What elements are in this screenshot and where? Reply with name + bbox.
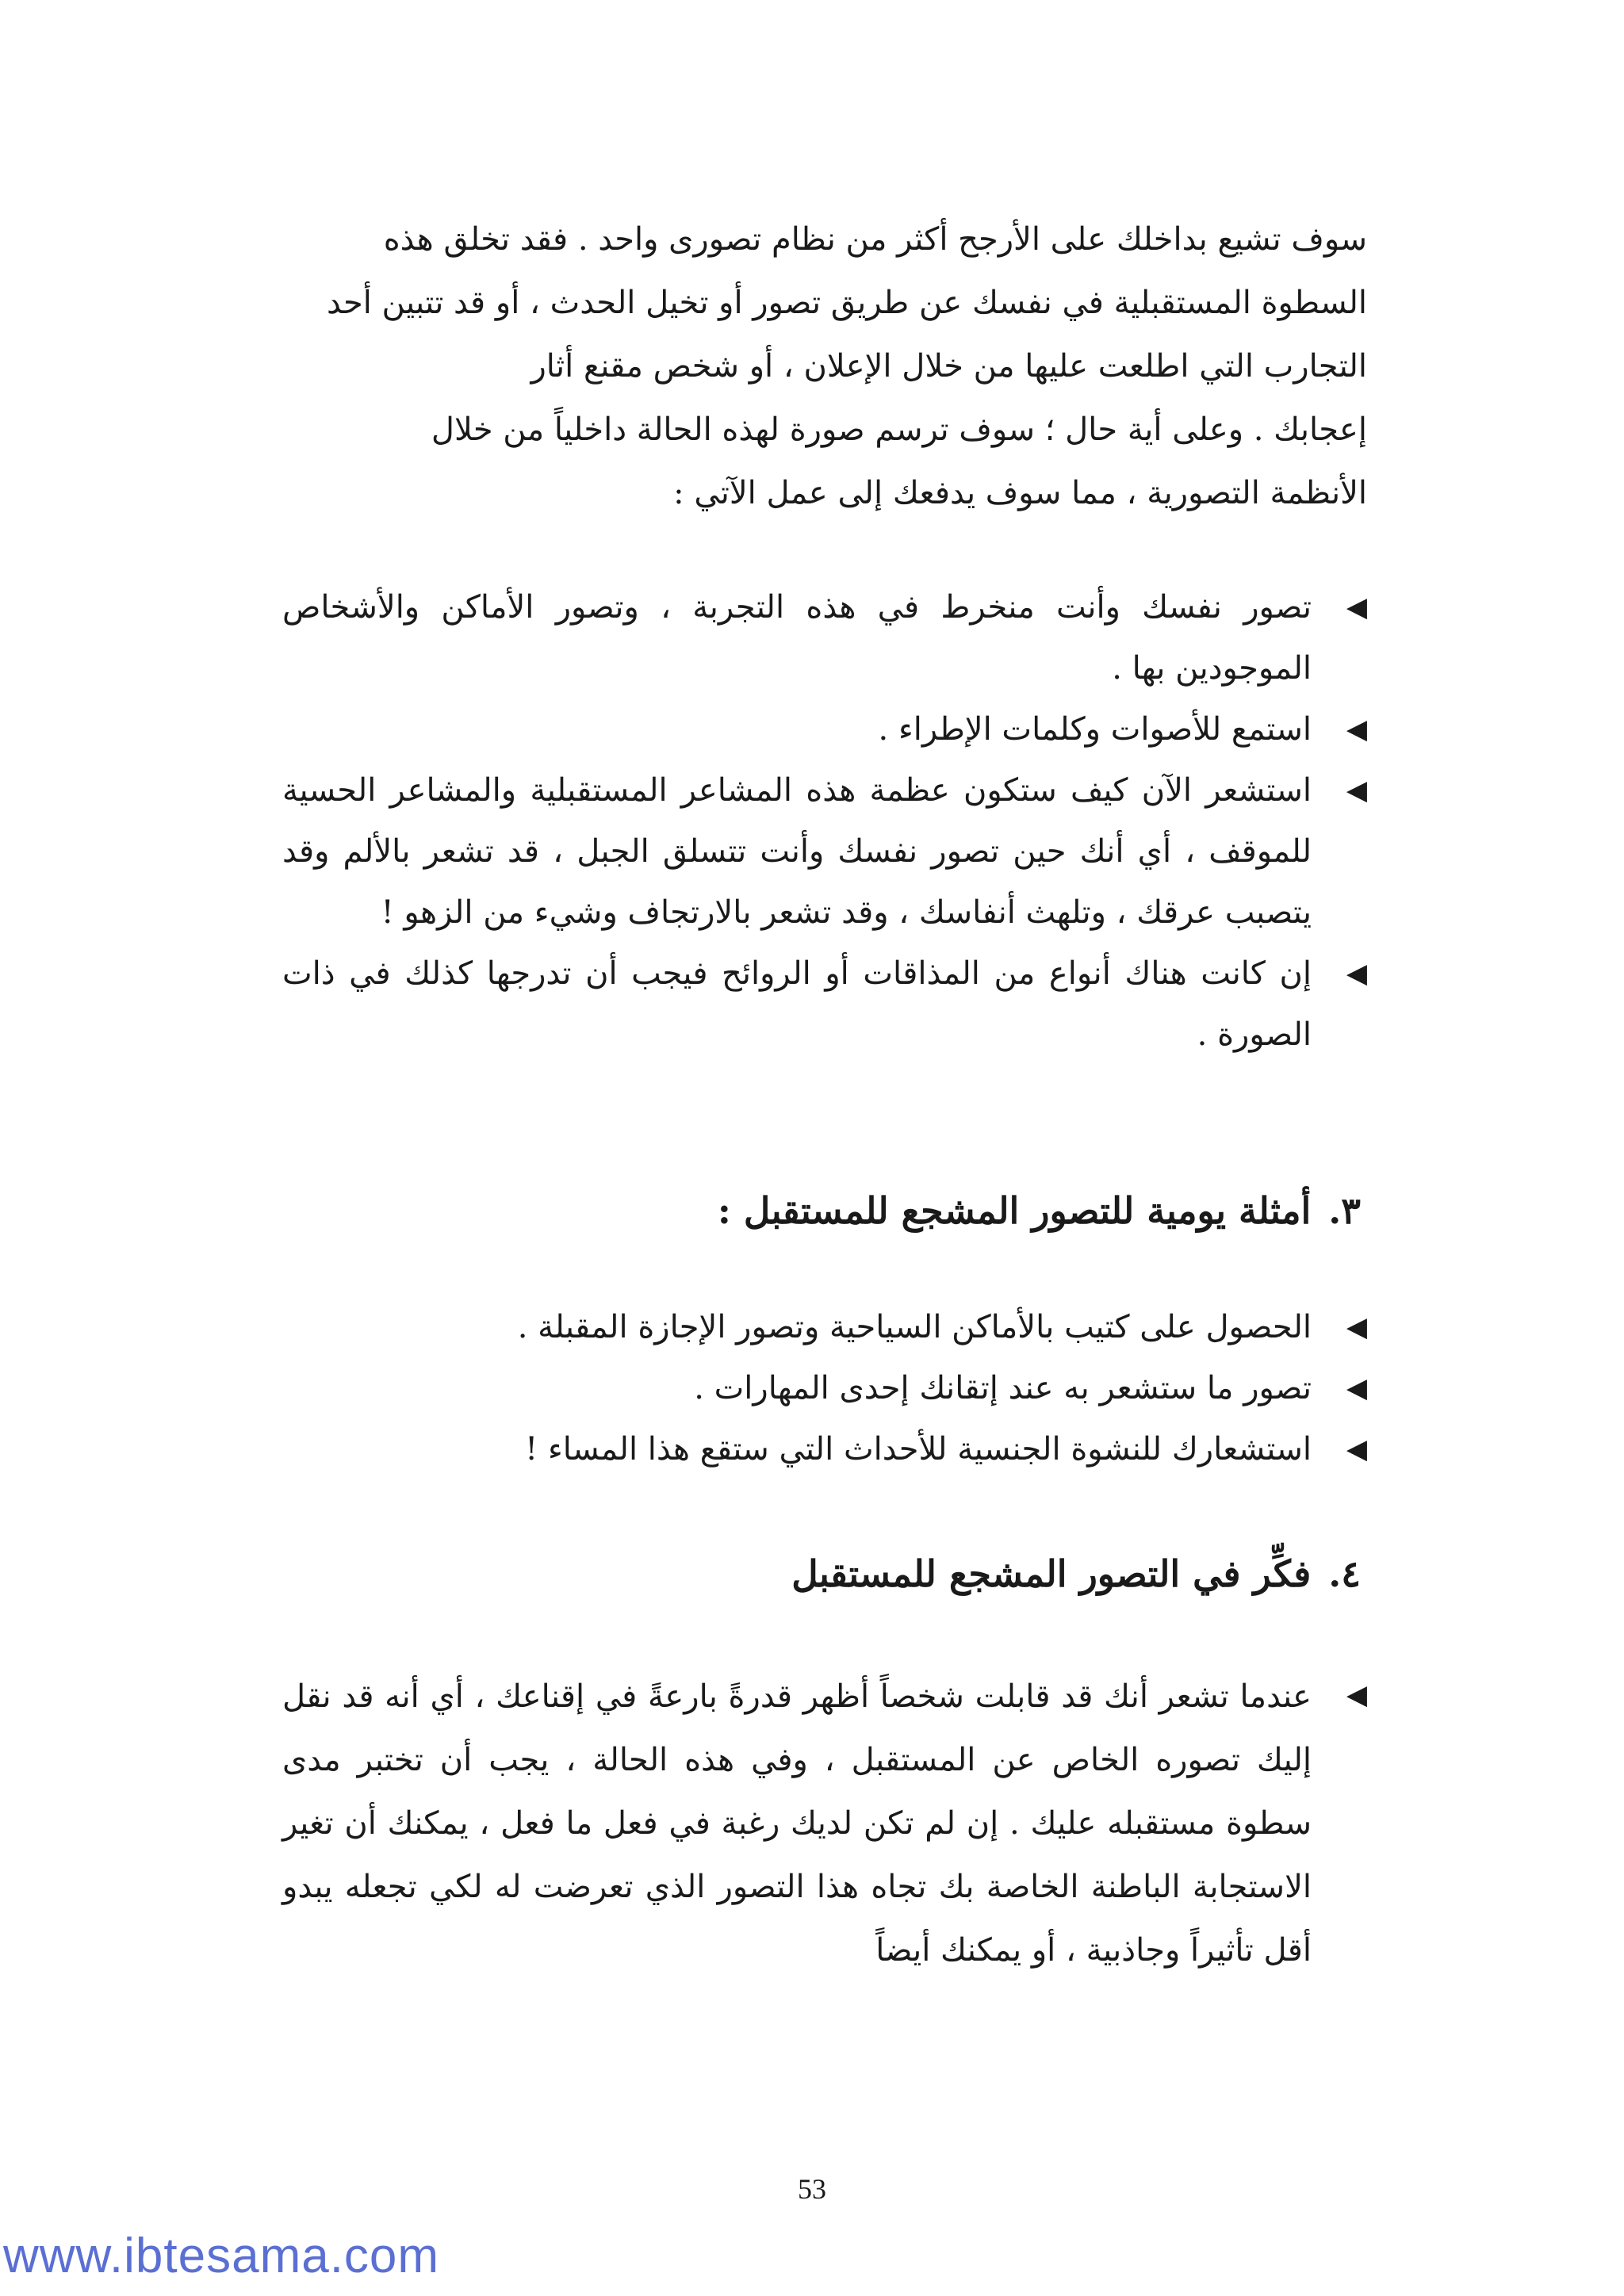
watermark-url: www.ibtesama.com [3,2229,440,2283]
list-item-text: الحصول على كتيب بالأماكن السياحية وتصور الإجازة المقبلة . [517,1309,1312,1345]
intro-line: السطوة المستقبلية في نفسك عن طريق تصور أو تخيل الحدث ، أو قد تتبين أحد [326,285,1367,321]
bullet-arrow-icon: ◀ [1346,1311,1367,1343]
section-number: ٣. [1328,1189,1361,1232]
section-number: ٤. [1328,1552,1361,1595]
list-item [282,1665,1367,1982]
list-item-text: استمع للأصوات وكلمات الإطراء . [878,711,1312,748]
list-item-text: إن كانت هناك أنواع من المذاقات أو الروائح فيجب أن تدرجها كذلك في ذات الصورة . [282,955,1312,1053]
list-item [282,577,1367,699]
section-heading-4 [791,1546,1361,1601]
list-item-text: تصور ما ستشعر به عند إتقانك إحدى المهارات . [694,1370,1312,1406]
intro-paragraph [282,208,1367,525]
bullet-arrow-icon: ◀ [1346,591,1367,623]
section-title: فكِّر في التصور المشجع للمستقبل [791,1552,1312,1595]
bullet-arrow-icon: ◀ [1346,1679,1367,1711]
list-item-text: استشعر الآن كيف ستكون عظمة هذه المشاعر المستقبلية والمشاعر الحسية للموقف ، أي أنك حين تصور نفسك وأنت تتسلق الجبل ، قد تشعر بالألم وقد يتصبب عرقك ، وتلهث أنفاسك ، وقد تشعر بالارتجاف وشيء من الزهو ! [282,772,1312,931]
list-item [282,760,1367,943]
list-item [282,1297,1367,1358]
think-list [282,1665,1367,1982]
list-item-text: عندما تشعر أنك قد قابلت شخصاً أظهر قدرةً بارعةً في إقناعك ، أي أنه قد نقل إليك تصوره الخاص عن المستقبل ، وفي هذه الحالة ، يجب أن تختبر مدى سطوة مستقبله عليك . إن لم تكن لديك رغبة في فعل ما فعل ، يمكنك أن تغير الاستجابة الباطنة الخاصة بك تجاه هذا التصور الذي تعرضت له لكي تجعله يبدو أقل تأثيراً وجاذبية ، أو يمكنك أيضاً [282,1678,1312,1969]
visualization-steps-list [282,577,1367,1066]
intro-line: الأنظمة التصورية ، مما سوف يدفعك إلى عمل الآتي : [673,475,1367,511]
bullet-arrow-icon: ◀ [1346,714,1367,745]
list-item [282,943,1367,1066]
section-heading-3 [718,1183,1361,1238]
list-item [282,1358,1367,1419]
list-item [282,699,1367,760]
intro-line: إعجابك . وعلى أية حال ؛ سوف ترسم صورة لهذه الحالة داخلياً من خلال [431,411,1367,448]
section-title: أمثلة يومية للتصور المشجع للمستقبل : [717,1189,1312,1232]
list-item [282,1419,1367,1480]
page-number: 53 [798,2173,826,2205]
bullet-arrow-icon: ◀ [1346,775,1367,806]
list-item-text: استشعارك للنشوة الجنسية للأحداث التي ستقع هذا المساء ! [525,1431,1312,1468]
bullet-arrow-icon: ◀ [1346,1372,1367,1404]
list-item-text: تصور نفسك وأنت منخرط في هذه التجربة ، وتصور الأماكن والأشخاص الموجودين بها . [282,589,1312,687]
intro-line: سوف تشيع بداخلك على الأرجح أكثر من نظام تصورى واحد . فقد تخلق هذه [383,221,1367,258]
bullet-arrow-icon: ◀ [1346,958,1367,989]
daily-examples-list [282,1297,1367,1480]
bullet-arrow-icon: ◀ [1346,1433,1367,1465]
intro-line: التجارب التي اطلعت عليها من خلال الإعلان ، أو شخص مقنع أثار [530,348,1367,385]
